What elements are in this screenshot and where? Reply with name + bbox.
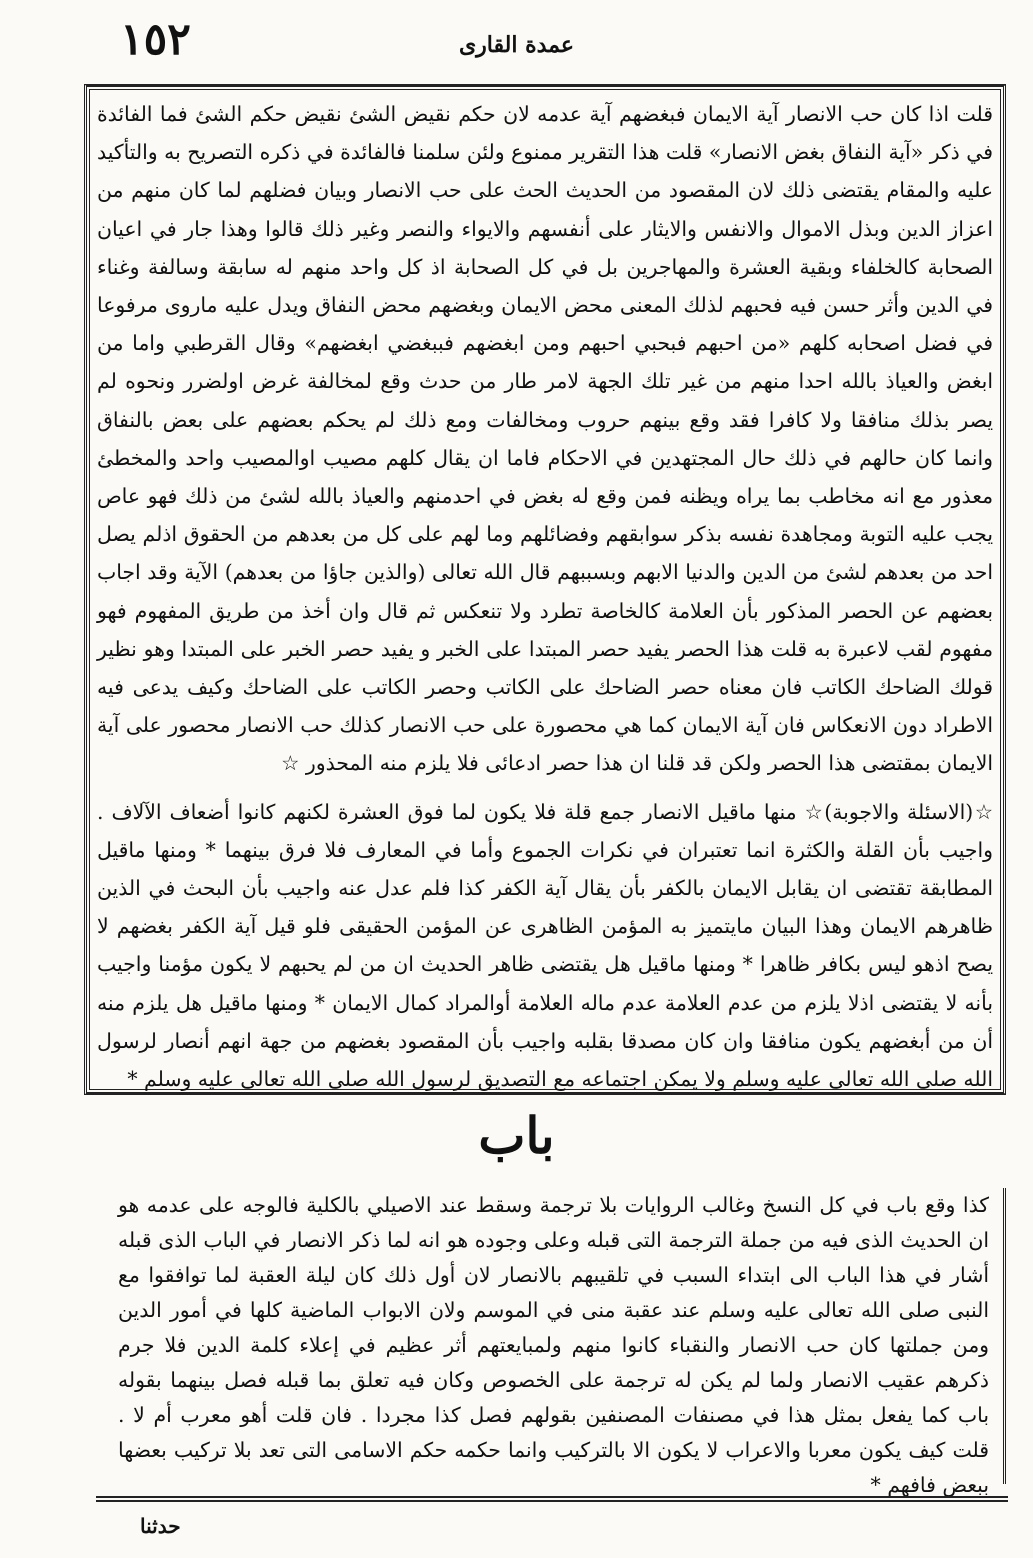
- catchword: حدثنا: [140, 1514, 181, 1538]
- page-number: ١٥٢: [120, 14, 191, 65]
- commentary-text: [97, 95, 994, 1092]
- running-title: عمدة القاری: [458, 32, 575, 58]
- questions-answers-paragraph: ☆(الاسئلة والاجوبة)☆ منها ماقيل الانصار جمع قلة فلا يكون لما فوق العشرة لكنهم كانوا أضعاف الآلاف . واجيب بأن القلة والكثرة انما تعتبران في نكرات الجموع وأما في المعارف فلا فرق بينهما * ومنها ماقيل المطابقة تقتضى ان يقابل الايمان بالكفر بأن يقال آية الكفر كذا فلم عدل عنه واجيب بأن البحث في الذين ظاهرهم الايمان وهذا البيان مايتميز به المؤمن الظاهرى عن المؤمن الحقيقى فلو قيل آية الكفر بغضهم لا يصح اذهو ليس بكافر ظاهرا * ومنها ماقيل هل يقتضى ظاهر الحديث ان من لم يحبهم لا يكون مؤمنا واجيب بأنه لا يقتضى اذلا يلزم من عدم العلامة عدم ماله العلامة أوالمراد كمال الايمان * ومنها ماقيل هل يلزم منه أن من أبغضهم يكون منافقا وان كان مصدقا بقلبه واجيب بأن المقصود بغضهم من جهة انهم أنصار لرسول الله صلى الله تعالى عليه وسلم ولا يمكن اجتماعه مع التصديق لرسول الله صلى الله تعالى عليه وسلم *: [97, 799, 993, 1092]
- commentary-paragraph: قلت اذا كان حب الانصار آية الايمان فبغضهم آية عدمه لان حكم نقيض الشئ نقيض حكم الشئ فما الفائدة في ذكر «آية النفاق بغض الانصار» قلت هذا التقرير ممنوع ولئن سلمنا فالفائدة في ذكره التصريح به والتأكيد عليه والمقام يقتضى ذلك لان المقصود من الحديث الحث على حب الانصار وبيان فضلهم لما كان منهم من اعزاز الدين وبذل الاموال والانفس والايثار على أنفسهم والايواء والنصر وغير ذلك قالوا وهذا جار في اعيان الصحابة كالخلفاء وبقية العشرة والمهاجرين بل في كل الصحابة اذ كل واحد منهم له سابقة وسالفة وغناء في الدين وأثر حسن فيه فحبهم لذلك المعنى محض الايمان وبغضهم محض النفاق ويدل عليه ماروى مرفوعا في فضل اصحابه كلهم «من احبهم فبحبي احبهم ومن ابغضهم فببغضي ابغضهم» وقال القرطبي واما من ابغض والعياذ بالله احدا منهم من غير تلك الجهة لامر طار من حدث وقع لمخالفة غرض اولضرر ونحوه لم يصر بذلك منافقا ولا كافرا فقد وقع بينهم حروب ومخالفات ومع ذلك لم يحكم بعضهم على بعض بالنفاق وانما كان حالهم في ذلك حال المجتهدين في الاحكام فاما ان يقال كلهم مصيب اوالمصيب واحد والمخطئ معذور مع انه مخاطب بما يراه ويظنه فمن وقع له بغض في احدمنهم والعياذ بالله لشئ من ذلك فهو عاص يجب عليه التوبة ومجاهدة نفسه بذكر سوابقهم وفضائلهم وما لهم على كل من بعدهم من الحقوق اذلم يصل احد من بعدهم لشئ من الدين والدنيا الابهم وبسببهم قال الله تعالى (والذين جاؤا من بعدهم) الآية وقد اجاب بعضهم عن الحصر المذكور بأن العلامة كالخاصة تطرد ولا تنعكس ثم قال وان أخذ من طريق المفهوم فهو مفهوم لقب لاعبرة به قلت هذا الحصر يفيد حصر المبتدا على الخبر و يفيد حصر الخبر على المبتدا وهو نظير قولك الضاحك الكاتب فان معناه حصر الضاحك على الكاتب وحصر الكاتب على الضاحك وكيف يدعى فيه الاطراد دون الانعكاس فان آية الايمان كما هي محصورة على حب الانصار كذلك حب الانصار محصور على آية الايمان بمقتضى هذا الحصر ولكن قد قلنا ان هذا حصر ادعائى فلا يلزم منه المحذور ☆: [97, 102, 994, 776]
- page-header: [0, 14, 1033, 78]
- chapter-heading: باب: [478, 1106, 555, 1165]
- bottom-rule: [96, 1496, 1008, 1502]
- chapter-commentary: [106, 1188, 1006, 1497]
- chapter-paragraph: كذا وقع باب في كل النسخ وغالب الروايات بلا ترجمة وسقط عند الاصيلي بالكلية فالوجه على عدمه هو ان الحديث الذى فيه من جملة الترجمة التى قبله وعلى وجوده هو انه لما ذكر الانصار في الباب الذى قبله أشار في هذا الباب الى ابتداء السبب في تلقيبهم بالانصار لان أول ذلك كان ليلة العقبة لما توافقوا مع النبى صلى الله تعالى عليه وسلم عند عقبة منى في الموسم ولان الابواب الماضية كلها في أمور الدين ومن جملتها كان حب الانصار والنقباء كانوا منهم ولمبايعتهم أثر عظيم في إعلاء كلمة الدين فلا جرم ذكرهم عقيب الانصار ولما لم يكن له ترجمة على الخصوص وكان فيه تعلق بما قبله فصل بينهما بقوله باب كما يفعل بمثل هذا في مصنفات المصنفين بقولهم فصل كذا مجردا . فان قلت أهو معرب أم لا . قلت كيف يكون معربا والاعراب لا يكون الا بالتركيب وانما حكمه حكم الاسامى التى تعد بلا تركيب بعضها ببعض فافهم *: [118, 1193, 989, 1497]
- commentary-frame: [84, 84, 1006, 1095]
